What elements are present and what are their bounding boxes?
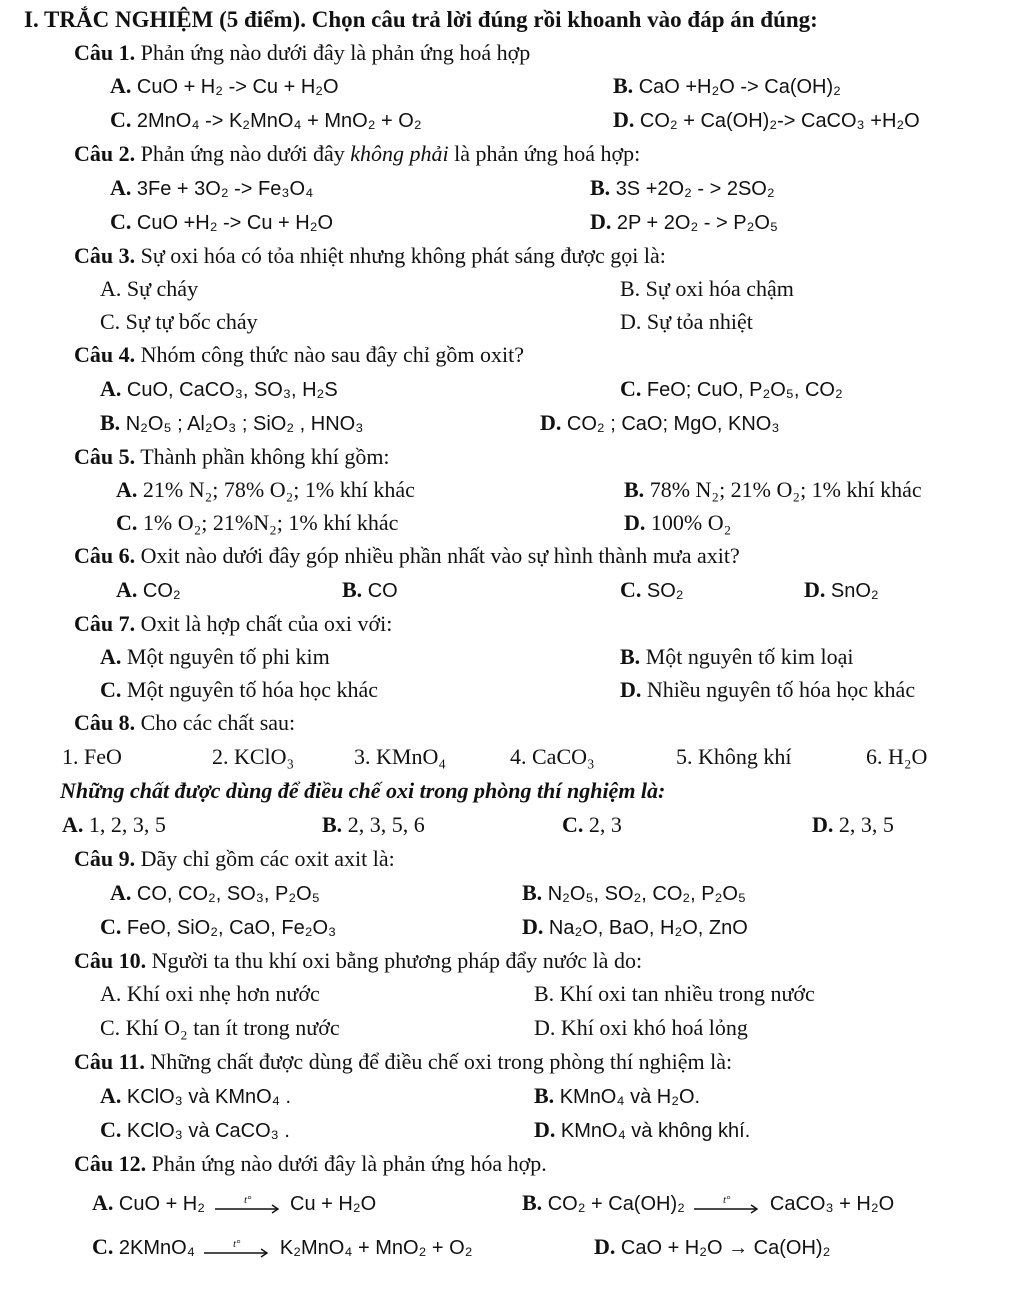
q11-option-a[interactable]: A. KClO₃ và KMnO₄ . — [100, 1083, 292, 1108]
q12-option-a[interactable]: A. CuO + H₂ t° Cu + H₂O — [92, 1190, 377, 1215]
q10-option-d[interactable]: D. Khí oxi khó hoá lỏng — [534, 1015, 748, 1040]
q7-option-c[interactable]: C. Một nguyên tố hóa học khác — [100, 677, 378, 702]
q7-option-b[interactable]: B. Một nguyên tố kim loại — [620, 644, 854, 669]
reaction-arrow — [211, 1190, 291, 1215]
q7-option-a[interactable]: A. Một nguyên tố phi kim — [100, 644, 330, 669]
q5-option-d[interactable]: D. 100% O₂ — [624, 510, 732, 535]
question-text: Phản ứng nào dưới đây là phản ứng hoá hợp — [140, 40, 531, 65]
question-7-heading: Câu 7. Oxit là hợp chất của oxi với: — [74, 611, 393, 636]
q5-option-b[interactable]: B. 78% N₂; 21% O₂; 1% khí khác — [624, 477, 922, 502]
q11-option-d[interactable]: D. KMnO₄ và không khí. — [534, 1117, 751, 1142]
emphasis-text: không phải — [350, 141, 449, 166]
q3-option-b[interactable]: B. Sự oxi hóa chậm — [620, 276, 794, 301]
q8-item: 1. FeO — [62, 744, 122, 769]
question-3-heading: Câu 3. Sự oxi hóa có tỏa nhiệt nhưng không phát sáng được gọi là: — [74, 243, 666, 268]
q8-option-a[interactable]: A. 1, 2, 3, 5 — [62, 812, 166, 837]
q3-option-c[interactable]: C. Sự tự bốc cháy — [100, 309, 258, 334]
question-number: Câu 1. — [74, 40, 136, 65]
q8-item: 4. CaCO₃ — [510, 744, 595, 769]
q9-option-c[interactable]: C. FeO, SiO₂, CaO, Fe₂O₃ — [100, 914, 337, 939]
section-title: I. TRẮC NGHIỆM (5 điểm). Chọn câu trả lời đúng rồi khoanh vào đáp án đúng: — [24, 7, 818, 32]
q3-option-d[interactable]: D. Sự tỏa nhiệt — [620, 309, 753, 334]
q2-option-a[interactable]: A. 3Fe + 3O₂ -> Fe₃O₄ — [110, 175, 314, 200]
q1-option-d[interactable]: D. CO₂ + Ca(OH)₂-> CaCO₃ +H₂O — [613, 107, 920, 132]
q2-option-d[interactable]: D. 2P + 2O₂ - > P₂O₅ — [590, 209, 778, 234]
question-11-heading: Câu 11. Những chất được dùng để điều chế oxi trong phòng thí nghiệm là: — [74, 1049, 733, 1074]
q8-item: 3. KMnO₄ — [354, 744, 447, 769]
q12-option-d[interactable]: D. CaO + H₂O → Ca(OH)₂ — [594, 1234, 831, 1259]
question-2-heading: Câu 2. Phản ứng nào dưới đây không phải là phản ứng hoá hợp: — [74, 141, 641, 166]
question-1-heading — [74, 40, 530, 66]
q8-option-d[interactable]: D. 2, 3, 5 — [812, 812, 894, 837]
reaction-arrow — [690, 1190, 770, 1215]
q8-item: 5. Không khí — [676, 744, 792, 769]
q10-option-b[interactable]: B. Khí oxi tan nhiều trong nước — [534, 981, 815, 1006]
q12-option-b[interactable]: B. CO₂ + Ca(OH)₂ t° CaCO₃ + H₂O — [522, 1190, 895, 1215]
question-12-heading: Câu 12. Phản ứng nào dưới đây là phản ứng hóa hợp. — [74, 1151, 547, 1176]
question-4-heading: Câu 4. Nhóm công thức nào sau đây chỉ gồm oxit? — [74, 342, 525, 367]
q4-option-a[interactable]: A. CuO, CaCO₃, SO₃, H₂S — [100, 376, 338, 401]
q4-option-d[interactable]: D. CO₂ ; CaO; MgO, KNO₃ — [540, 410, 780, 435]
reaction-arrow — [200, 1234, 280, 1259]
q2-option-b[interactable]: B. 3S +2O₂ - > 2SO₂ — [590, 175, 775, 200]
heat-condition-label: t° — [243, 1193, 251, 1206]
q4-option-b[interactable]: B. N₂O₅ ; Al₂O₃ ; SiO₂ , HNO₃ — [100, 410, 364, 435]
q1-option-c[interactable]: C. 2MnO₄ -> K₂MnO₄ + MnO₂ + O₂ — [110, 107, 422, 132]
q7-option-d[interactable]: D. Nhiều nguyên tố hóa học khác — [620, 677, 916, 702]
q4-option-c[interactable]: C. FeO; CuO, P₂O₅, CO₂ — [620, 376, 843, 401]
q5-option-a[interactable]: A. 21% N₂; 78% O₂; 1% khí khác — [116, 477, 415, 502]
q6-option-b[interactable]: B. CO — [342, 577, 398, 602]
heat-condition-label: t° — [233, 1237, 241, 1250]
q8-prompt: Những chất được dùng để điều chế oxi trong phòng thí nghiệm là: — [60, 778, 666, 803]
q10-option-a[interactable]: A. Khí oxi nhẹ hơn nước — [100, 981, 320, 1006]
question-10-heading: Câu 10. Người ta thu khí oxi bằng phương pháp đẩy nước là do: — [74, 948, 643, 973]
question-5-heading: Câu 5. Thành phần không khí gồm: — [74, 444, 390, 469]
q11-option-b[interactable]: B. KMnO₄ và H₂O. — [534, 1083, 701, 1108]
q8-option-c[interactable]: C. 2, 3 — [562, 812, 622, 837]
q6-option-a[interactable]: A. CO₂ — [116, 577, 181, 602]
question-8-heading: Câu 8. Cho các chất sau: — [74, 710, 296, 735]
q8-item: 2. KClO₃ — [212, 744, 295, 769]
q8-item: 6. H₂O — [866, 744, 928, 769]
q6-option-c[interactable]: C. SO₂ — [620, 577, 684, 602]
q10-option-c[interactable]: C. Khí O₂ tan ít trong nước — [100, 1015, 340, 1040]
heat-condition-label: t° — [723, 1193, 731, 1206]
q9-option-a[interactable]: A. CO, CO₂, SO₃, P₂O₅ — [110, 880, 320, 905]
q3-option-a[interactable]: A. Sự cháy — [100, 276, 199, 301]
question-6-heading: Câu 6. Oxit nào dưới đây góp nhiều phần nhất vào sự hình thành mưa axit? — [74, 543, 740, 568]
q2-option-c[interactable]: C. CuO +H₂ -> Cu + H₂O — [110, 209, 334, 234]
q5-option-c[interactable]: C. 1% O₂; 21%N₂; 1% khí khác — [116, 510, 399, 535]
q8-option-b[interactable]: B. 2, 3, 5, 6 — [322, 812, 425, 837]
q11-option-c[interactable]: C. KClO₃ và CaCO₃ . — [100, 1117, 290, 1142]
q9-option-d[interactable]: D. Na₂O, BaO, H₂O, ZnO — [522, 914, 748, 939]
q1-option-a[interactable]: A. CuO + H₂ -> Cu + H₂O — [110, 73, 339, 98]
q6-option-d[interactable]: D. SnO₂ — [804, 577, 879, 602]
q12-option-c[interactable]: C. 2KMnO₄ t° K₂MnO₄ + MnO₂ + O₂ — [92, 1234, 473, 1259]
q1-option-b[interactable]: B. CaO +H₂O -> Ca(OH)₂ — [613, 73, 841, 98]
q9-option-b[interactable]: B. N₂O₅, SO₂, CO₂, P₂O₅ — [522, 880, 746, 905]
question-9-heading: Câu 9. Dãy chỉ gồm các oxit axit là: — [74, 846, 395, 871]
